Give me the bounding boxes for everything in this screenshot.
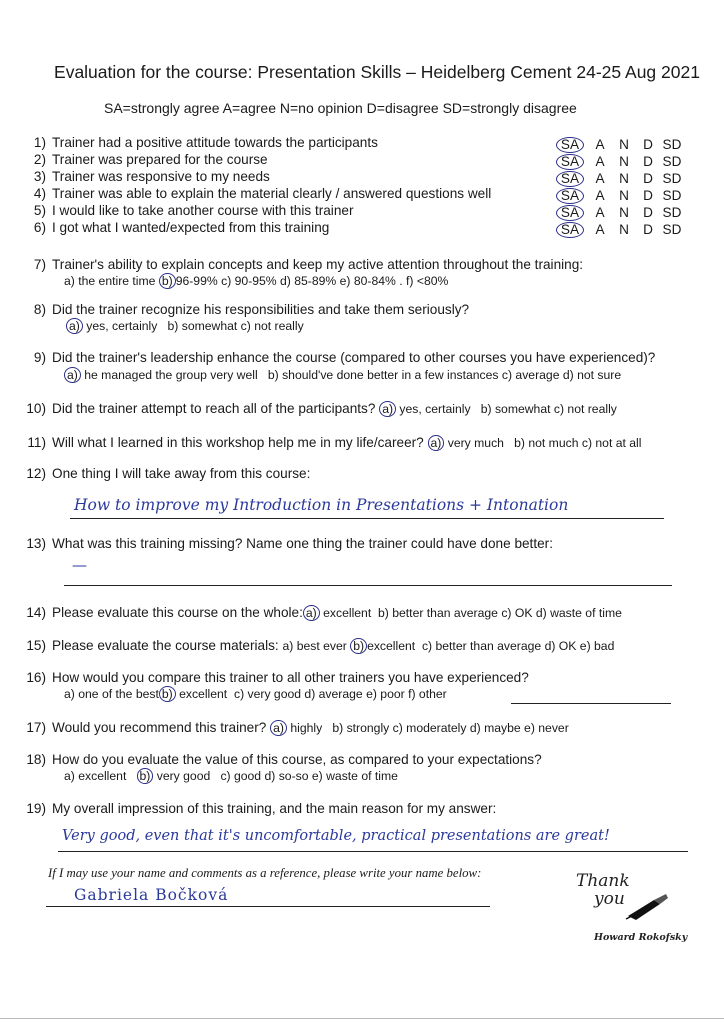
rating-option-d[interactable]: D [643,205,653,220]
question-7: 7) Trainer's ability to explain concepts and keep my active attention throughout the training: [33,257,584,272]
rating-option-a[interactable]: A [595,222,605,237]
rating-option-sd[interactable]: SD [662,154,682,169]
question-18: 18) How do you evaluate the value of this course, as compared to your expectations? [26,752,542,767]
rating-option-sd[interactable]: SD [662,137,682,152]
rating-option-n[interactable]: N [619,154,629,169]
rating-option-sd[interactable]: SD [662,171,682,186]
question-14: 14) Please evaluate this course on the whole: a) excellent b) better than average c) OK d) waste of time [26,605,622,620]
question-15: 15) Please evaluate the course materials: a) best ever b) excellent c) better than average d) OK e) bad [26,638,615,653]
rating-option-n[interactable]: N [619,171,629,186]
rating-option-d[interactable]: D [643,171,653,186]
statement-1: 1) Trainer had a positive attitude towards the participants [33,135,378,150]
signature-name: Howard Rokofsky [594,932,688,943]
selected-answer-mark[interactable]: b) [159,686,176,702]
question-13-answer[interactable]: — [72,556,87,574]
rating-option-sd[interactable]: SD [662,222,682,237]
rating-option-d[interactable]: D [643,137,653,152]
rating-option-n[interactable]: N [619,222,629,237]
rating-option-d[interactable]: D [643,222,653,237]
name-line [46,906,490,907]
rating-option-d[interactable]: D [643,188,653,203]
question-9-options: a) he managed the group very well b) should've done better in a few instances c) average d) not sure [64,367,621,383]
selected-answer-mark[interactable]: a) [303,605,320,621]
rating-option-d[interactable]: D [643,154,653,169]
page-title: Evaluation for the course: Presentation Skills – Heidelberg Cement 24-25 Aug 2021 [54,62,700,82]
answer-line [58,851,688,852]
question-12: 12) One thing I will take away from this course: [26,466,311,481]
selected-answer-mark[interactable]: a) [66,318,83,334]
selected-answer-mark[interactable]: a) [379,401,396,417]
question-13: 13) What was this training missing? Name one thing the trainer could have done better: [26,536,553,551]
answer-line [64,585,672,586]
reference-prompt: If I may use your name and comments as a reference, please write your name below: [48,866,482,880]
participant-name[interactable]: Gabriela Bočková [74,886,229,904]
rating-option-a[interactable]: A [595,205,605,220]
question-19-answer[interactable]: Very good, even that it's uncomfortable, practical presentations are great! [62,828,610,844]
question-8-options: a) yes, certainly b) somewhat c) not really [66,318,304,334]
rating-option-n[interactable]: N [619,188,629,203]
question-8: 8) Did the trainer recognize his responsibilities and take them seriously? [33,302,470,317]
rating-option-sd[interactable]: SD [662,205,682,220]
statement-4: 4) Trainer was able to explain the material clearly / answered questions well [33,186,492,201]
rating-option-a[interactable]: A [595,171,605,186]
rating-option-sa[interactable]: SA [556,222,584,238]
answer-line [70,518,664,519]
statement-6: 6) I got what I wanted/expected from this training [33,220,330,235]
statement-5: 5) I would like to take another course with this trainer [33,203,354,218]
rating-option-n[interactable]: N [619,137,629,152]
question-19: 19) My overall impression of this training, and the main reason for my answer: [26,801,497,816]
rating-option-sa[interactable]: SA [556,171,584,187]
question-10: 10) Did the trainer attempt to reach all of the participants? a) yes, certainly b) somewhat c) not really [26,401,617,416]
statement-2: 2) Trainer was prepared for the course [33,152,268,167]
question-18-options: a) excellent b) very good c) good d) so-so e) waste of time [64,769,398,783]
rating-option-sa[interactable]: SA [556,137,584,153]
rating-option-a[interactable]: A [595,188,605,203]
question-17: 17) Would you recommend this trainer? a) highly b) strongly c) moderately d) maybe e) never [26,720,569,735]
selected-answer-mark[interactable]: b) [350,638,367,654]
selected-answer-mark[interactable]: b) [137,768,154,784]
question-11: 11) Will what I learned in this workshop help me in my life/career? a) very much b) not much c) not at all [27,435,642,450]
rating-option-a[interactable]: A [595,137,605,152]
rating-scale [556,154,684,170]
rating-option-sd[interactable]: SD [662,188,682,203]
selected-answer-mark[interactable]: b) [159,273,176,289]
rating-option-sa[interactable]: SA [556,188,584,204]
rating-legend: SA=strongly agree A=agree N=no opinion D=disagree SD=strongly disagree [104,100,577,116]
question-16: 16) How would you compare this trainer to all other trainers you have experienced? [26,670,529,685]
rating-option-sa[interactable]: SA [556,205,584,221]
rating-scale [556,205,684,221]
rating-scale [556,137,684,153]
question-16-options: a) one of the best b) excellent c) very good d) average e) poor f) other [64,687,447,701]
rating-scale [556,188,684,204]
rating-scale [556,171,684,187]
question-12-answer[interactable]: How to improve my Introduction in Presentations + Intonation [74,496,569,514]
other-blank-line [511,703,671,704]
rating-option-a[interactable]: A [595,154,605,169]
thank-you-signature: Thank you [576,871,630,909]
page-edge [0,1018,724,1019]
question-7-options: a) the entire time b) 96-99% c) 90-95% d) 85-89% e) 80-84% . f) <80% [64,274,449,288]
rating-option-sa[interactable]: SA [556,154,584,170]
selected-answer-mark[interactable]: a) [270,720,287,736]
fountain-pen-icon [624,892,670,922]
question-9: 9) Did the trainer's leadership enhance the course (compared to other courses you have experienced)? [33,350,656,365]
rating-scale [556,222,684,238]
selected-answer-mark[interactable]: a) [64,367,81,383]
rating-option-n[interactable]: N [619,205,629,220]
selected-answer-mark[interactable]: a) [428,435,445,451]
statement-3: 3) Trainer was responsive to my needs [33,169,270,184]
